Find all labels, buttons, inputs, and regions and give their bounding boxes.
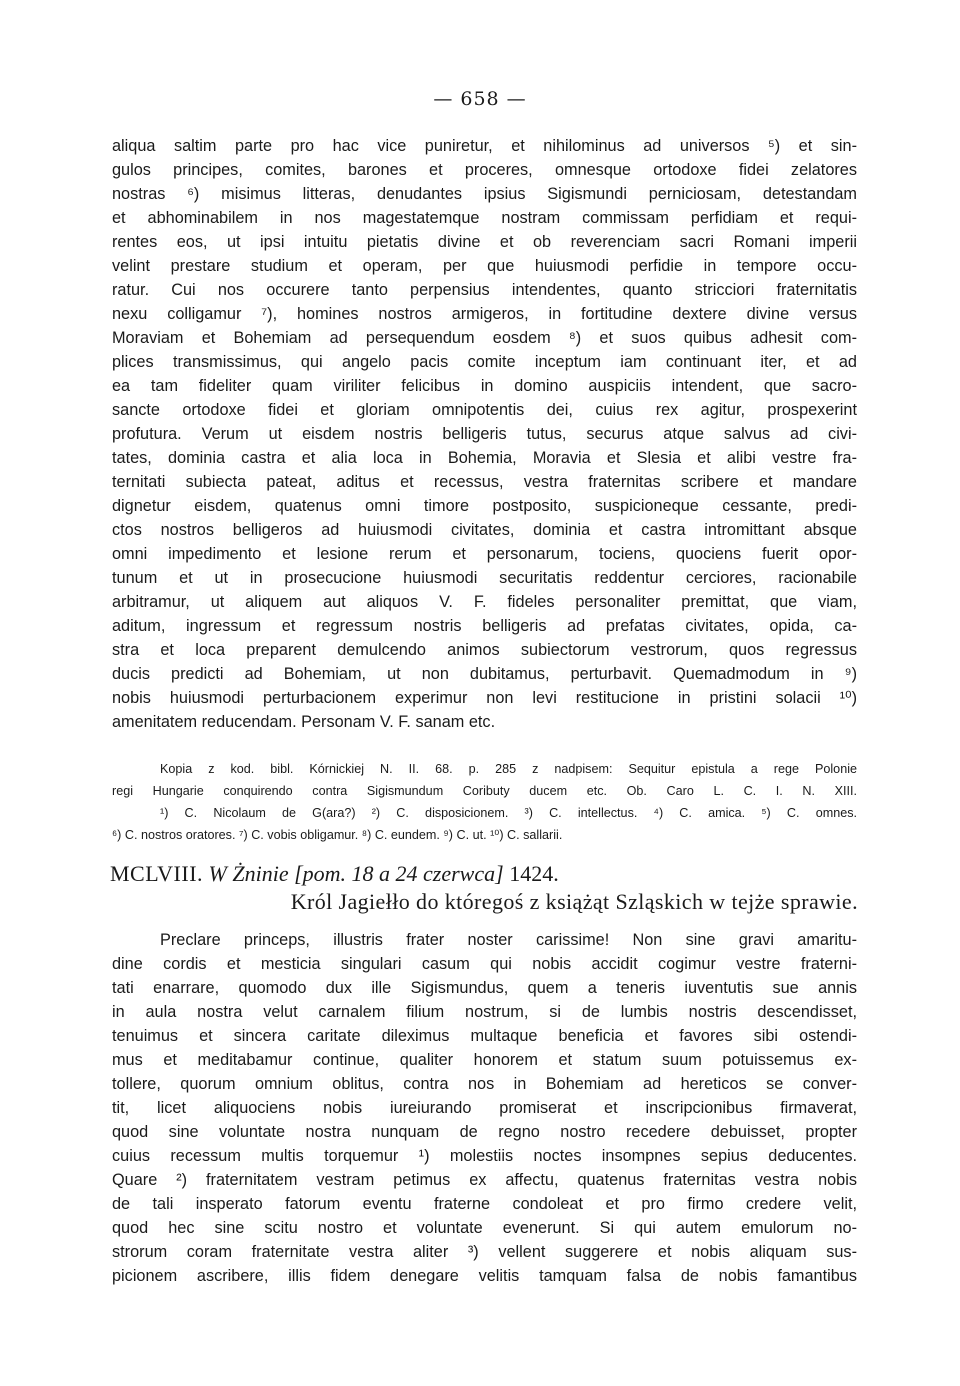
text-line: ducis predicti ad Bohemiam, ut non dubitamus, perturbavit. Quemadmodum in ⁹) xyxy=(112,665,857,683)
text-line: nexu colligamur ⁷), homines nostros armigeros, in fortitudine dextere divine versus xyxy=(112,305,857,323)
text-line: mus et meditabamur continue, qualiter honorem et statum suum potuissemus ex- xyxy=(112,1051,857,1069)
text-line: et abhominabilem in nos magestatemque nostram commissam perfidiam et requi- xyxy=(112,209,857,227)
text-line: quod sine voluntate nostra nunquam de regno nostro recedere debuisset, propter xyxy=(112,1123,857,1141)
document-number: MCLVIII. xyxy=(110,861,204,886)
text-line: arbitramur, ut aliquem aut aliquos V. F. fideles personaliter premittat, que viam, xyxy=(112,593,857,611)
document-heading xyxy=(110,860,870,916)
footnotes xyxy=(112,758,857,846)
text-line: aliqua saltim parte pro hac vice puniretur, et nihilominus ad universos ⁵) et sin- xyxy=(112,137,857,155)
page-number: — 658 — xyxy=(433,88,527,110)
text-line: aditum, ingressum et regressum nostris belligeris ad prefatas civitates, opida, ca- xyxy=(112,617,857,635)
text-line: tit, licet aliquociens nobis iureiurando promiserat et inscripcionibus firmaverat, xyxy=(112,1099,857,1117)
text-line: picionem ascribere, illis fidem denegare velitis tamquam falsa de nobis famantibus xyxy=(112,1267,857,1285)
text-line: velint prestare studium et operam, per que huiusmodi perfidie in tempore occu- xyxy=(112,257,857,275)
letter-text-continued xyxy=(112,134,857,734)
text-line: gulos principes, comites, barones et proceres, omnesque ortodoxe fidei zelatores xyxy=(112,161,857,179)
footnote-variants-line: ⁶) C. nostros oratores. ⁷) C. vobis obligamur. ⁸) C. eundem. ⁹) C. ut. ¹⁰) C. sallarii. xyxy=(112,828,563,842)
text-line: ea tam fideliter quam viriliter felicibus in domino auspiciis intendent, que sacro- xyxy=(112,377,857,395)
text-line: rentes eos, ut ipsi intuitu pietatis divine et ob reverenciam sacri Romani imperii xyxy=(112,233,857,251)
text-line: Quare ²) fraternitatem vestram petimus ex affectu, quatenus fraternitas vestra nobis xyxy=(112,1171,857,1189)
text-line: Preclare princeps, illustris frater noster carissime! Non sine gravi amaritu- xyxy=(160,931,857,949)
text-line: ternitati subiecta pateat, aditus et recessus, vestra fraternitas scribere et mandare xyxy=(112,473,857,491)
heading-line xyxy=(110,860,870,888)
footnote-variants-line: ¹) C. Nicolaum de G(ara?) ²) C. disposicionem. ³) C. intellectus. ⁴) C. amica. ⁵) C. omnes. xyxy=(160,806,857,820)
text-line: dignetur eisdem, quatenus omni timore postposito, suspicioneque cessante, predi- xyxy=(112,497,857,515)
text-line: sancte ortodoxe fidei et gloriam omnipotentis dei, cuius rex agitur, prospexerint xyxy=(112,401,857,419)
text-line: nostras ⁶) misimus litteras, denudantes ipsius Sigismundi perniciosam, detestandam xyxy=(112,185,857,203)
text-line: omni impedimento et lesione rerum et personarum, tociens, quociens fuerit opor- xyxy=(112,545,857,563)
text-line: stra et loca preparent demulcendo animos subiectorum vestrorum, quos regressus xyxy=(112,641,857,659)
text-line: ctos nostros belligeros ad huiusmodi civitates, dominia et castra intromittant absque xyxy=(112,521,857,539)
text-line: dine cordis et mesticia singulari casum qui nobis accidit cogimur vestre fraterni- xyxy=(112,955,857,973)
text-line: cuius recessum multis torquemur ¹) molestiis noctes insompnes sepius deducentes. xyxy=(112,1147,857,1165)
text-line: tati enarrare, quomodo dux ille Sigismundus, quem a teneris iuventutis sue annis xyxy=(112,979,857,997)
text-line: strorum coram fraternitate vestra aliter ³) vellent suggerere et nobis aliquam sus- xyxy=(112,1243,857,1261)
place-date: W Żninie [pom. 18 a 24 czerwca] xyxy=(208,861,504,886)
text-line: tates, dominia castra et alia loca in Bohemia, Moravia et Slesia et alibi vestre fra- xyxy=(112,449,857,467)
footnote-source-line: Kopia z kod. bibl. Kórnickiej N. II. 68. p. 285 z nadpisem: Sequitur epistula a rege Polonie xyxy=(160,762,857,776)
text-line: amenitatem reducendam. Personam V. F. sanam etc. xyxy=(112,713,496,731)
text-line: Moraviam et Bohemiam ad persequendum eosdem ⁸) et suos quibus adhesit com- xyxy=(112,329,857,347)
text-line: tunum et ut in prosecucione huiusmodi securitatis reddentur cerciores, racionabile xyxy=(112,569,857,587)
text-line: plices transmissimus, qui angelo pacis comite inceptum iam continuant iter, et ad xyxy=(112,353,857,371)
text-line: profutura. Verum ut eisdem nostris belligeris tutus, securus atque salvus ad civi- xyxy=(112,425,857,443)
text-line: de tali insperato fatorum eventu fraterne condoleat et pro firmo credere velit, xyxy=(112,1195,857,1213)
document-subtitle: Król Jagiełło do któregoś z książąt Szląskich w tejże sprawie. xyxy=(290,889,858,914)
footnote-source-line: regi Hungarie conquirendo contra Sigismundum Coributy ducem etc. Ob. Caro L. C. I. N. XIII. xyxy=(112,784,857,798)
text-line: nobis huiusmodi perturbacionem experimur non levi restitucione in pristini solacii ¹⁰) xyxy=(112,689,857,707)
letter-text xyxy=(112,928,857,1288)
text-line: ratur. Cui nos occurere tanto perpensius intendentes, quanto stricciori fraternitatis xyxy=(112,281,857,299)
text-line: in aula nostra velut carnalem filium nostrum, si de lumbis nostris descendisset, xyxy=(112,1003,857,1021)
text-line: tenuimus et sincera caritate dileximus multaque beneficia et favores sibi ostendi- xyxy=(112,1027,857,1045)
text-line: quod hec sine scitu nostro et voluntate evenerunt. Si qui autem emulorum no- xyxy=(112,1219,857,1237)
text-line: tollere, quorum omnium oblitus, contra nos in Bohemiam ad hereticos se conver- xyxy=(112,1075,857,1093)
year: 1424. xyxy=(509,861,559,886)
